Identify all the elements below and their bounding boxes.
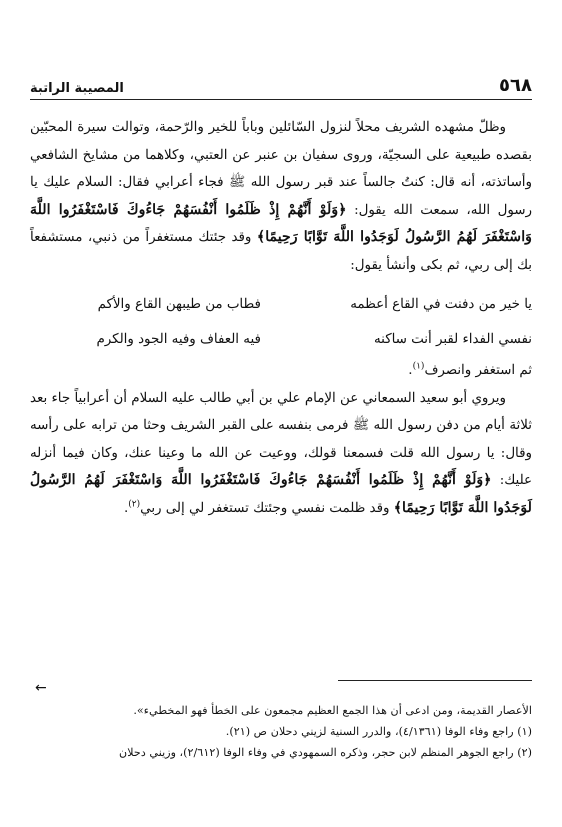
footnote-rule (338, 680, 532, 681)
poem-line-1 (30, 287, 532, 322)
footnote-ref-2: (٢) (128, 499, 141, 510)
running-title: المصيبة الراتبة (30, 81, 124, 96)
after-poem-line: ثم استغفر وانصرف$^{(١)}$. (408, 361, 532, 378)
footnote-1: (١) راجع وفاء الوفا (٤/١٣٦١)، والدرر السنية لزيني دحلان ص (٢١). (225, 725, 532, 738)
poem-line-1-second-hemistich: فطاب من طيبهن القاع والأكم (97, 297, 261, 312)
footnote-continued: الأعصار القديمة، ومن ادعى أن هذا الجمع العظيم مجمعون على الخطأ فهو المخطيء». (133, 704, 532, 717)
quran-verse-2: ﴿وَلَوْ أَنَّهُمْ إِذْ ظَلَمُوا أَنْفُسَهُمْ جَاءُوكَ فَاسْتَغْفَرُوا اللَّهَ وَاسْتَغْفَرَ لَهُمُ الرَّسُولُ لَوَجَدُوا اللَّهَ تَوَّابًا رَحِيمًا﴾ (30, 472, 532, 516)
paragraph-2-end: وقد ظلمت نفسي وجئتك تستغفر لي إلى ربي (140, 500, 390, 516)
paragraph-1 (30, 114, 532, 279)
header-rule (30, 99, 532, 100)
paragraph-1-text: وظلّ مشهده الشريف محلاً لنزول السّائلين وباباً للخير والرّحمة، وتوالت سيرة المحبّين بقصده طبيعية على السجيّة، وروى سفيان بن عنبر عن العتبي، وكلاهما من مشايخ الشافعي وأساتذته، أنه قال: كنتُ جالساً عند قبر رسول الله ﷺ فجاء أعرابي فقال: السلام عليك يا رسول الله، سمعت الله يقول: (30, 120, 532, 218)
main-text (30, 114, 532, 522)
paragraph-2-text: ويروي أبو سعيد السمعاني عن الإمام علي بن أبي طالب عليه السلام أن أعرابياً جاء بعد ثلاثة أيام من دفن رسول الله ﷺ فرمى بنفسه على القبر الشريف وحثا من ترابه على رأسه وقال: يا رسول الله قلت فسمعنا قولك، ووعيت عن الله ما وعينا عنك، وكان فيما أنزله عليك: (30, 390, 532, 488)
footnote-ref-1: (١) (412, 361, 425, 372)
poem (30, 287, 532, 357)
poem-line-2-first-hemistich: نفسي الفداء لقبر أنت ساكنه (373, 332, 532, 347)
page-number: ٥٦٨ (499, 75, 532, 96)
after-poem-text: ثم استغفر وانصرف (424, 363, 532, 378)
poem-line-2-second-hemistich: فيه العفاف وفيه الجود والكرم (96, 332, 261, 347)
page-header (30, 74, 532, 96)
paragraph-1-end: وقد جئتك مستغفراً من ذنبي، مستشفعاً بك إلى ربي، ثم بكى وأنشأ يقول: (30, 230, 532, 273)
footnote-continuation-arrow-icon: ← (35, 680, 47, 696)
poem-line-2 (30, 322, 532, 357)
paragraph-2: ويروي أبو سعيد السمعاني عن الإمام علي بن أبي طالب عليه السلام أن أعرابياً جاء بعد ثلاثة أيام من دفن رسول الله ﷺ فرمى بنفسه على القبر الشريف وحثا من ترابه على رأسه وقال: يا رسول الله قلت فسمعنا قولك، ووعيت عن الله ما وعينا عنك، وكان فيما أنزله عليك: ﴿وَلَوْ أَنَّهُمْ إِذْ ظَلَمُوا أَنْفُسَهُمْ جَاءُوكَ فَاسْتَغْفَرُوا اللَّهَ وَاسْتَغْفَرَ لَهُمُ الرَّسُولُ لَوَجَدُوا اللَّهَ تَوَّابًا رَحِيمًا﴾ وقد ظلمت نفسي وجئتك تستغفر لي إلى ربي$^{(٢)}$. (30, 390, 532, 516)
footnotes (30, 700, 532, 763)
footnote-2: (٢) راجع الجوهر المنظم لابن حجر، وذكره السمهودي في وفاء الوفا (٢/٦١٢)، وزيني دحلان (119, 746, 532, 759)
poem-line-1-first-hemistich: يا خير من دفنت في القاع أعظمه (350, 297, 532, 312)
quran-verse-1: ﴿وَلَوْ أَنَّهُمْ إِذْ ظَلَمُوا أَنْفُسَهُمْ جَاءُوكَ فَاسْتَغْفَرُوا اللَّهَ وَاسْتَغْفَرَ لَهُمُ الرَّسُولُ لَوَجَدُوا اللَّهَ تَوَّابًا رَحِيمًا﴾ (30, 201, 532, 245)
